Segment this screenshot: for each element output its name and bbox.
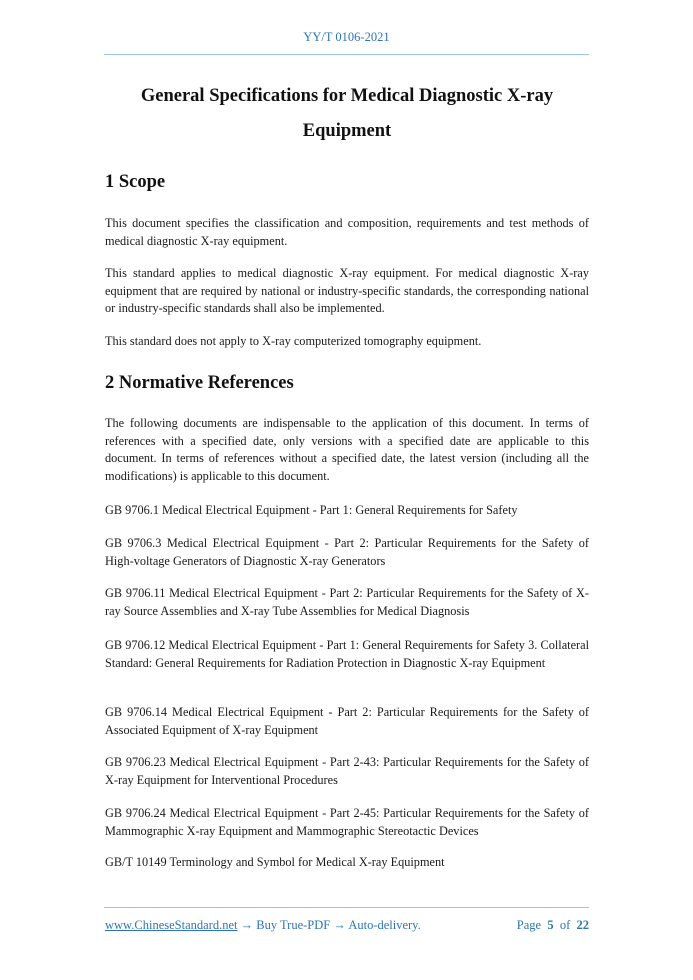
auto-delivery-text: Auto-delivery. <box>348 918 421 932</box>
current-page: 5 <box>547 918 554 932</box>
arrow-right-icon: → <box>330 918 349 932</box>
total-pages: 22 <box>576 918 589 932</box>
website-link[interactable]: www.ChineseStandard.net <box>105 918 238 932</box>
page-number <box>517 918 589 933</box>
document-title-line-1: General Specifications for Medical Diagnostic X-ray <box>140 86 554 106</box>
reference-item: GB 9706.14 Medical Electrical Equipment - Part 2: Particular Requirements for the Safety of Associated Equipment of X-ray Equipment <box>105 705 589 737</box>
page-of-label: of <box>559 918 571 932</box>
section-heading-scope: 1 Scope <box>105 172 166 192</box>
paragraph: This standard applies to medical diagnostic X-ray equipment. For medical diagnostic X-ray equipment that are required by national or industry-specific standards, the corresponding national or industry-specific standards shall also be implemented. <box>105 266 589 315</box>
page-footer <box>105 918 589 933</box>
document-title-line-2: Equipment <box>302 121 392 141</box>
reference-item: GB 9706.11 Medical Electrical Equipment - Part 2: Particular Requirements for the Safety of X-ray Source Assemblies and X-ray Tube Assemblies for Medical Diagnosis <box>105 586 589 618</box>
header-rule <box>104 54 589 55</box>
reference-item: GB 9706.1 Medical Electrical Equipment - Part 1: General Requirements for Safety <box>105 503 518 517</box>
arrow-right-icon: → <box>237 918 257 932</box>
reference-item: GB 9706.24 Medical Electrical Equipment - Part 2-45: Particular Requirements for the Safety of Mammographic X-ray Equipment and Mammographic Stereotactic Devices <box>105 806 589 838</box>
section-heading-normative-references: 2 Normative References <box>105 373 294 393</box>
buy-pdf-text: Buy True-PDF <box>256 918 331 932</box>
footer-rule <box>104 907 589 908</box>
reference-item: GB/T 10149 Terminology and Symbol for Medical X-ray Equipment <box>105 855 445 869</box>
reference-item: GB 9706.12 Medical Electrical Equipment - Part 1: General Requirements for Safety 3. Collateral Standard: General Requirements for Radiation Protection in Diagnostic X-ray Equipment <box>105 638 589 670</box>
paragraph: This document specifies the classification and composition, requirements and test methods of medical diagnostic X-ray equipment. <box>105 216 589 248</box>
page-label: Page <box>516 918 542 932</box>
paragraph: This standard does not apply to X-ray computerized tomography equipment. <box>105 334 482 348</box>
reference-item: GB 9706.3 Medical Electrical Equipment - Part 2: Particular Requirements for the Safety of High-voltage Generators of Diagnostic X-ray Generators <box>105 536 589 568</box>
paragraph: The following documents are indispensable to the application of this document. In terms of references with a specified date, only versions with a specified date are applicable to this document. In terms of references without a specified date, the latest version (including all the modifications) is applicable to this document. <box>105 416 589 483</box>
standard-code: YY/T 0106-2021 <box>303 30 390 44</box>
reference-item: GB 9706.23 Medical Electrical Equipment - Part 2-43: Particular Requirements for the Safety of X-ray Equipment for Interventional Procedures <box>105 755 589 787</box>
